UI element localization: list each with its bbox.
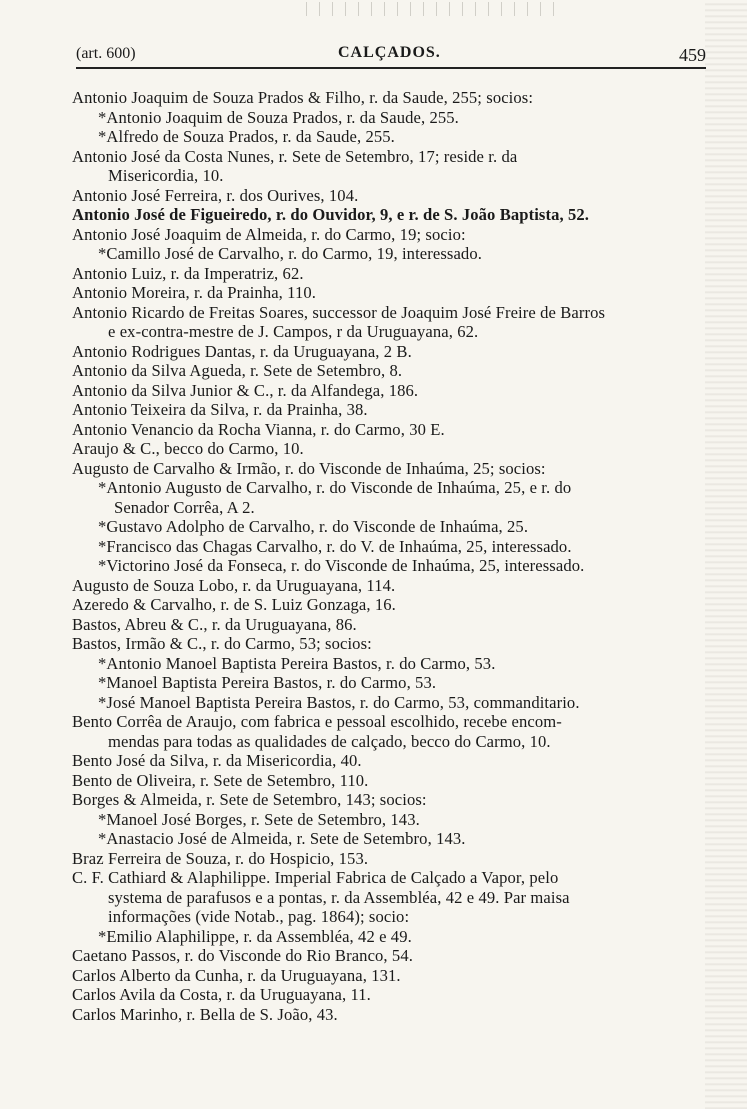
entry-line: Carlos Alberto da Cunha, r. da Uruguayana, 131. — [72, 965, 401, 985]
entry-line: *Victorino José da Fonseca, r. do Visconde de Inhaúma, 25, interessado. — [98, 556, 585, 575]
entry-line: systema de parafusos e a pontas, r. da Assembléa, 42 e 49. Par maisa — [108, 887, 570, 907]
entry-line: Antonio José da Costa Nunes, r. Sete de Setembro, 17; reside r. da — [72, 146, 518, 166]
entry-line: *Anastacio José de Almeida, r. Sete de Setembro, 143. — [98, 829, 466, 848]
entry-line: Antonio Luiz, r. da Imperatriz, 62. — [72, 263, 304, 283]
entry-line: Bento Corrêa de Araujo, com fabrica e pessoal escolhido, recebe encom- — [72, 712, 562, 731]
entry-line: Carlos Marinho, r. Bella de S. João, 43. — [72, 1004, 338, 1024]
entry-line: Antonio Teixeira da Silva, r. da Prainha, 38. — [72, 400, 368, 419]
entry-line: Bastos, Abreu & C., r. da Uruguayana, 86. — [72, 614, 357, 634]
entry-line: *Manoel Baptista Pereira Bastos, r. do Carmo, 53. — [98, 673, 437, 692]
article-reference: (art. 600) — [76, 45, 136, 62]
entry-line: Antonio Ricardo de Freitas Soares, successor de Joaquim José Freire de Barros — [72, 302, 606, 322]
entry-line: informações (vide Notab., pag. 1864); socio: — [108, 907, 410, 926]
entry-line: Araujo & C., becco do Carmo, 10. — [72, 439, 304, 458]
entry-line: *José Manoel Baptista Pereira Bastos, r. do Carmo, 53, commanditario. — [98, 692, 580, 712]
entry-line: Braz Ferreira de Souza, r. do Hospicio, 153. — [72, 848, 369, 868]
entry-line: *Emilio Alaphilippe, r. da Assembléa, 42 e 49. — [98, 926, 412, 946]
entry-line: mendas para todas as qualidades de calçado, becco do Carmo, 10. — [108, 731, 551, 751]
entry-line: Caetano Passos, r. do Visconde do Rio Branco, 54. — [72, 946, 413, 965]
entry-line: *Camillo José de Carvalho, r. do Carmo, 19, interessado. — [98, 244, 482, 263]
entry-line: Bastos, Irmão & C., r. do Carmo, 53; socios: — [72, 634, 372, 653]
entry-line: Senador Corrêa, A 2. — [114, 497, 255, 517]
entry-line: C. F. Cathiard & Alaphilippe. Imperial Fabrica de Calçado a Vapor, pelo — [72, 868, 559, 887]
entry-line: Bento José da Silva, r. da Misericordia, 40. — [72, 751, 362, 770]
entry-line: Antonio Moreira, r. da Prainha, 110. — [72, 283, 317, 302]
entry-line: Misericordia, 10. — [108, 166, 224, 185]
entry-line: Antonio José de Figueiredo, r. do Ouvidor, 9, e r. de S. João Baptista, 52. — [72, 205, 590, 224]
entry-line: Antonio da Silva Junior & C., r. da Alfandega, 186. — [72, 380, 419, 400]
entry-line: Antonio da Silva Agueda, r. Sete de Setembro, 8. — [72, 361, 403, 380]
entry-line: *Gustavo Adolpho de Carvalho, r. do Visconde de Inhaúma, 25. — [98, 517, 529, 536]
entry-line: *Francisco das Chagas Carvalho, r. do V. de Inhaúma, 25, interessado. — [98, 536, 572, 556]
entry-line: Antonio Rodrigues Dantas, r. da Uruguayana, 2 B. — [72, 341, 412, 361]
entry-line: Augusto de Souza Lobo, r. da Uruguayana, 114. — [72, 575, 396, 595]
directory-entries — [72, 88, 712, 1024]
entry-line: *Antonio Augusto de Carvalho, r. do Visconde de Inhaúma, 25, e r. do — [98, 478, 572, 497]
entry-line: Antonio Venancio da Rocha Vianna, r. do Carmo, 30 E. — [72, 419, 445, 439]
print-specks — [300, 2, 560, 16]
entry-line: Antonio José Joaquim de Almeida, r. do Carmo, 19; socio: — [72, 224, 466, 244]
entry-line: Azeredo & Carvalho, r. de S. Luiz Gonzaga, 16. — [72, 595, 396, 614]
entry-line: *Alfredo de Souza Prados, r. da Saude, 255. — [98, 127, 395, 146]
entry-line: Antonio Joaquim de Souza Prados & Filho, r. da Saude, 255; socios: — [72, 88, 534, 107]
entry-line: Bento de Oliveira, r. Sete de Setembro, 110. — [72, 770, 369, 790]
entry-line: e ex-contra-mestre de J. Campos, r da Uruguayana, 62. — [108, 322, 479, 341]
entry-line: Borges & Almeida, r. Sete de Setembro, 143; socios: — [72, 790, 427, 809]
entry-line: *Antonio Manoel Baptista Pereira Bastos, r. do Carmo, 53. — [98, 653, 496, 673]
entry-line: Carlos Avila da Costa, r. da Uruguayana, 11. — [72, 985, 371, 1004]
entry-line: Augusto de Carvalho & Irmão, r. do Visconde de Inhaúma, 25; socios: — [72, 458, 546, 478]
entry-line: *Antonio Joaquim de Souza Prados, r. da Saude, 255. — [98, 107, 459, 127]
page-title: CALÇADOS. — [338, 44, 441, 61]
entry-line: *Manoel José Borges, r. Sete de Setembro, 143. — [98, 809, 420, 829]
page-header — [76, 43, 706, 67]
entry-line: Antonio José Ferreira, r. dos Ourives, 104. — [72, 185, 359, 205]
page-number: 459 — [679, 45, 706, 65]
header-rule — [76, 67, 706, 69]
